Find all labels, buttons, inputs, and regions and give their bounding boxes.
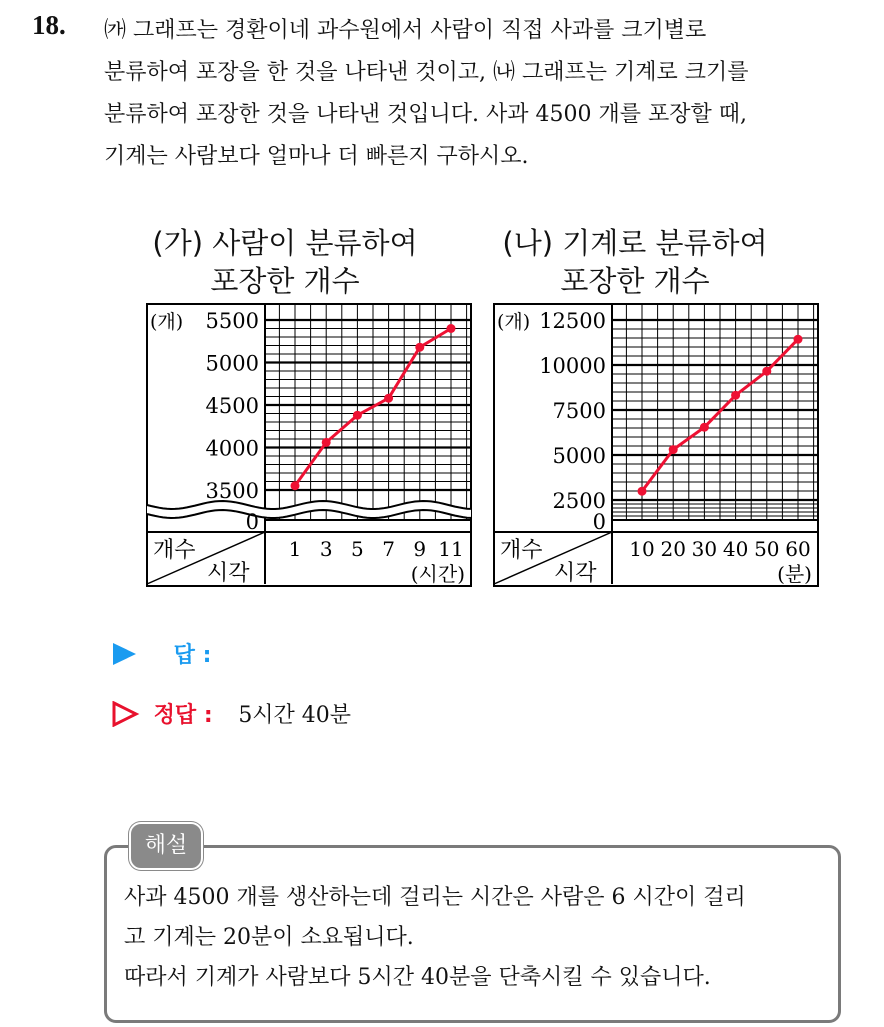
- chart-b-y-tick-label: 12500: [539, 309, 606, 333]
- correct-answer-label: 정답 :: [153, 703, 213, 728]
- chart-a-y-tick-label: 4000: [205, 436, 259, 461]
- chart-b-corner-top: 개수: [500, 538, 543, 563]
- chart-a-data-point: [291, 481, 300, 490]
- correct-answer-row: [112, 698, 351, 729]
- chart-a-corner-top: 개수: [153, 538, 196, 563]
- answer-label: 답 :: [173, 643, 212, 668]
- question-line: 기계는 사람보다 얼마나 더 빠른지 구하시오.: [104, 144, 529, 169]
- chart-b-data-point: [794, 335, 803, 344]
- chart-a-x-unit-label: (시간): [410, 562, 465, 586]
- chart-b-title-line1: (나) 기계로 분류하여: [502, 226, 768, 260]
- chart-b-data-point: [762, 367, 771, 376]
- correct-answer-value: 5시간 40분: [238, 703, 352, 728]
- chart-a-title-line2: 포장한 개수: [210, 264, 360, 298]
- play-icon: [112, 641, 138, 667]
- chart-a-data-point: [447, 324, 456, 333]
- chart-a-y-tick-label: 4500: [205, 394, 259, 418]
- chart-b-y-tick-label: 10000: [539, 354, 606, 378]
- explanation-tag: 해설: [129, 822, 203, 870]
- chart-a-unit-label: (개): [150, 311, 184, 333]
- explanation-line: 사과 4500 개를 생산하는데 걸리는 시간은 사람은 6 시간이 걸리: [124, 885, 746, 910]
- chart-b-y-tick-label: 2500: [552, 489, 606, 513]
- explanation-text: [124, 878, 834, 998]
- chart-b-x-tick-label: 60: [785, 537, 811, 561]
- chart-a-y-tick-label: 3500: [205, 479, 259, 503]
- question-text: [104, 10, 864, 178]
- chart-b-x-unit-label: (분): [777, 562, 812, 586]
- question-number: 18.: [32, 10, 66, 40]
- chart-a-x-tick-label: 1: [288, 537, 302, 561]
- chart-b-y-tick-label: 7500: [552, 399, 606, 423]
- chart-b-y-tick-label: 0: [592, 510, 606, 534]
- chart-b-data-point: [731, 391, 740, 400]
- chart-a-x-tick-label: 3: [319, 537, 333, 561]
- question-line: 분류하여 포장한 것을 나타낸 것입니다. 사과 4500 개를 포장할 때,: [104, 102, 747, 127]
- chart-a-data-point: [384, 394, 393, 403]
- chart-b-data-point: [669, 445, 678, 454]
- chart-b-x-tick-label: 30: [691, 537, 718, 561]
- chart-b-title: [485, 224, 785, 300]
- chart-b-unit-label: (개): [497, 311, 531, 333]
- chart-b-x-tick-label: 10: [629, 537, 655, 561]
- question-line: ㈎ 그래프는 경환이네 과수원에서 사람이 직접 사과를 크기별로: [104, 18, 707, 43]
- chart-b-title-line2: 포장한 개수: [560, 264, 710, 298]
- question-line: 분류하여 포장을 한 것을 나타낸 것이고, ㈏ 그래프는 기계로 크기를: [104, 60, 749, 85]
- chart-a-x-tick-label: 9: [413, 537, 427, 561]
- explanation-line: 고 기계는 20분이 소요됩니다.: [124, 925, 414, 950]
- chart-a-x-tick-label: 7: [382, 537, 395, 561]
- chart-a-data-point: [353, 411, 362, 420]
- chart-a-data-point: [415, 343, 424, 352]
- chart-b-x-tick-label: 40: [722, 537, 749, 561]
- chart-a-x-tick-label: 11: [438, 537, 464, 561]
- chart-a-y-tick-label: 5500: [205, 309, 259, 333]
- chart-b-data-point: [700, 423, 709, 432]
- chart-a: [145, 302, 475, 590]
- chart-a-y-tick-label: 0: [245, 510, 259, 534]
- chart-a-title-line1: (가) 사람이 분류하여: [152, 226, 418, 260]
- chart-b: [492, 302, 822, 590]
- chart-b-corner-bottom: 시각: [554, 561, 597, 586]
- answer-row: [112, 638, 211, 669]
- chart-a-data-point: [322, 438, 331, 447]
- chart-a-y-tick-label: 5000: [205, 351, 259, 376]
- outline-play-icon: [112, 701, 140, 727]
- chart-b-y-tick-label: 5000: [552, 444, 606, 468]
- chart-b-x-tick-label: 50: [754, 537, 780, 561]
- chart-a-title: [140, 224, 430, 300]
- chart-a-x-tick-label: 5: [351, 537, 364, 561]
- chart-b-x-tick-label: 20: [660, 537, 686, 561]
- chart-b-data-point: [638, 487, 647, 496]
- chart-a-corner-bottom: 시각: [207, 561, 250, 586]
- explanation-line: 따라서 기계가 사람보다 5시간 40분을 단축시킬 수 있습니다.: [124, 965, 711, 990]
